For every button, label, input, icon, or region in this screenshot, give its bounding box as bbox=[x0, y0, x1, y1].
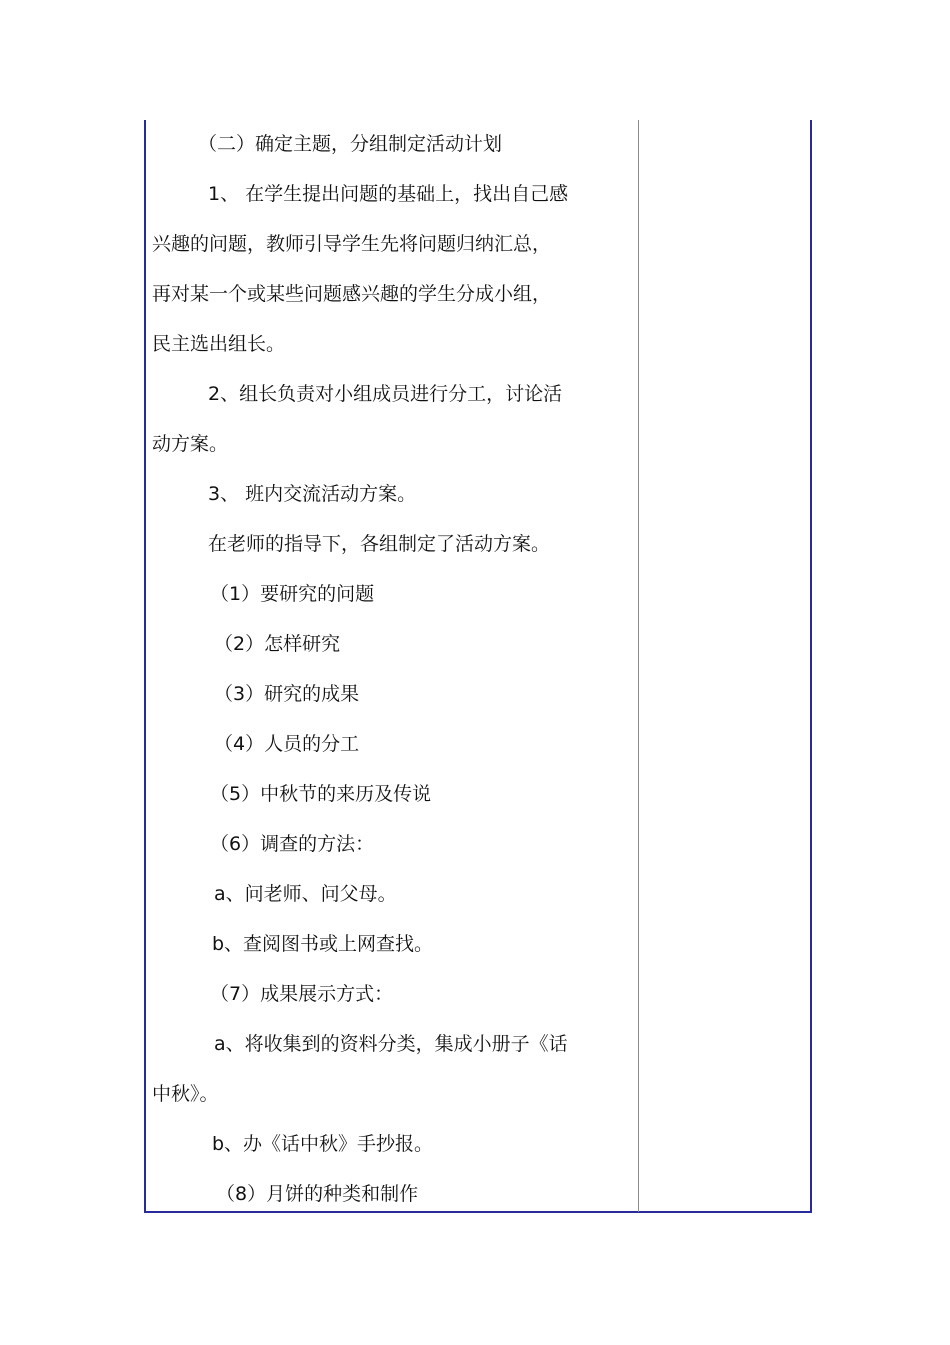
text-line: 民主选出组长。 bbox=[152, 333, 286, 355]
section-heading: （二）确定主题，分组制定活动计划 bbox=[198, 133, 503, 155]
sub-item: a、将收集到的资料分类，集成小册子《话 bbox=[214, 1033, 568, 1055]
list-item: （7）成果展示方式： bbox=[210, 983, 394, 1005]
list-item: （1）要研究的问题 bbox=[210, 583, 375, 605]
text-line: 2、组长负责对小组成员进行分工，讨论活 bbox=[208, 383, 563, 405]
list-item: （3）研究的成果 bbox=[214, 683, 360, 705]
text-line: 再对某一个或某些问题感兴趣的学生分成小组， bbox=[152, 283, 552, 305]
list-item: （6）调查的方法： bbox=[210, 833, 375, 855]
list-item: （5）中秋节的来历及传说 bbox=[210, 783, 432, 805]
sub-item: b、查阅图书或上网查找。 bbox=[212, 933, 434, 955]
text-line: 动方案。 bbox=[152, 433, 229, 455]
column-divider bbox=[638, 120, 639, 1212]
text-line: 在老师的指导下，各组制定了活动方案。 bbox=[208, 533, 551, 555]
text-line: 1、 在学生提出问题的基础上，找出自己感 bbox=[208, 183, 569, 205]
text-line: 中秋》。 bbox=[152, 1083, 219, 1105]
text-line: 3、 班内交流活动方案。 bbox=[208, 483, 417, 505]
text-line: 兴趣的问题，教师引导学生先将问题归纳汇总， bbox=[152, 233, 552, 255]
list-item: （2）怎样研究 bbox=[214, 633, 341, 655]
list-item: （8）月饼的种类和制作 bbox=[216, 1183, 419, 1205]
sub-item: a、问老师、问父母。 bbox=[214, 883, 397, 905]
list-item: （4）人员的分工 bbox=[214, 733, 360, 755]
sub-item: b、办《话中秋》手抄报。 bbox=[212, 1133, 434, 1155]
